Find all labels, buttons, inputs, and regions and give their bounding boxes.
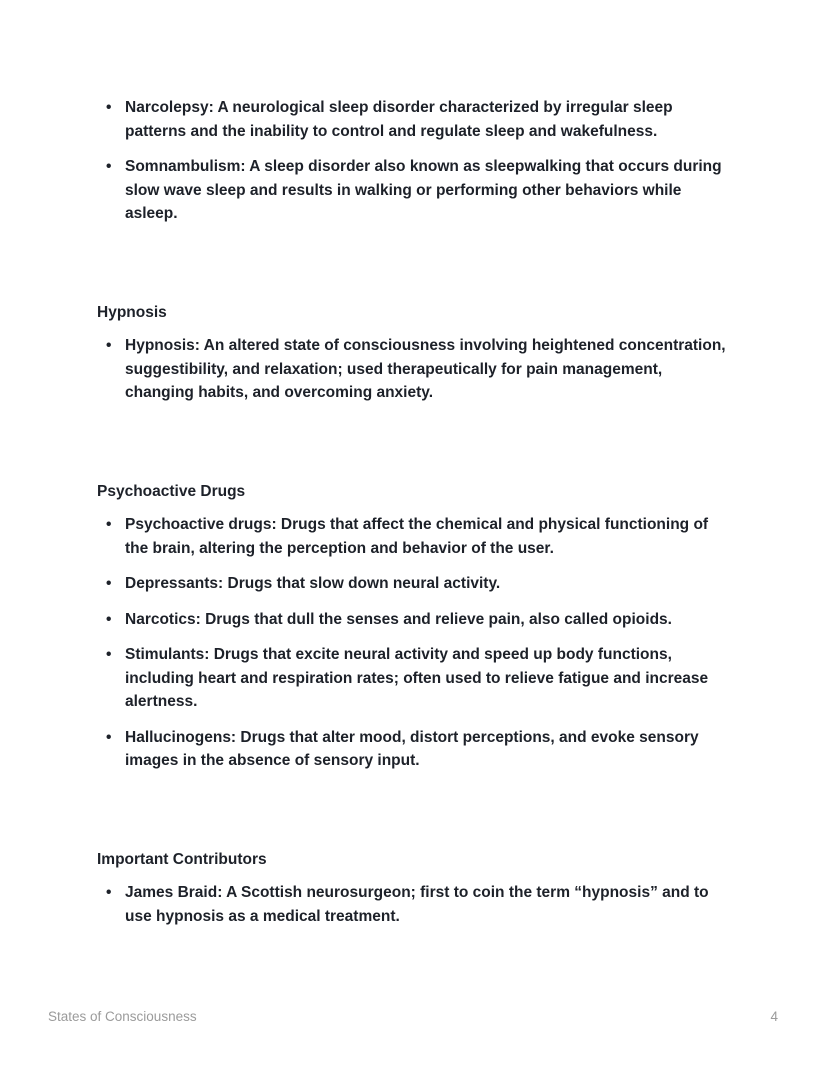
list-item-text: Somnambulism: A sleep disorder also known as sleepwalking that occurs during slow wave sleep and results in walking or performing other behaviors while asleep. — [125, 158, 722, 222]
bullet-icon: • — [106, 337, 112, 354]
list-item-text: Hypnosis: An altered state of consciousness involving heightened concentration, suggestibility, and relaxation; used therapeutically for pain management, changing habits, and overcoming anxiety. — [125, 337, 726, 401]
bullet-icon: • — [106, 610, 112, 628]
bullet-list — [97, 881, 731, 928]
list-item — [97, 155, 731, 226]
bullet-list — [97, 513, 731, 773]
section-heading: Important Contributors — [97, 850, 267, 868]
page-number: 4 — [770, 1009, 778, 1024]
section-sleep-disorders — [97, 96, 731, 226]
list-item-text: Psychoactive drugs: Drugs that affect the chemical and physical functioning of the brain, altering the perception and behavior of the user. — [125, 516, 709, 557]
bullet-list — [97, 334, 731, 405]
section-heading: Psychoactive Drugs — [97, 482, 246, 500]
bullet-icon: • — [106, 646, 112, 663]
list-item-text: Narcotics: Drugs that dull the senses and relieve pain, also called opioids. — [125, 610, 672, 628]
list-item-text: Narcolepsy: A neurological sleep disorder characterized by irregular sleep patterns and the inability to control and regulate sleep and wakefulness. — [125, 99, 673, 140]
list-item — [97, 608, 731, 632]
bullet-icon: • — [106, 728, 112, 746]
list-item — [97, 643, 731, 714]
list-item — [97, 881, 731, 928]
list-item — [97, 334, 731, 405]
list-item-text: Stimulants: Drugs that excite neural activity and speed up body functions, including heart and respiration rates; often used to relieve fatigue and increase alertness. — [125, 646, 709, 710]
list-item-text: Depressants: Drugs that slow down neural activity. — [125, 575, 501, 592]
list-item — [97, 513, 731, 560]
page-footer — [48, 1007, 778, 1026]
section-important-contributors — [97, 848, 731, 929]
bullet-icon: • — [106, 158, 112, 175]
footer-document-title: States of Consciousness — [48, 1009, 197, 1024]
bullet-icon: • — [106, 516, 112, 533]
bullet-list — [97, 96, 731, 226]
section-heading: Hypnosis — [97, 303, 167, 321]
list-item-text: James Braid: A Scottish neurosurgeon; first to coin the term “hypnosis” and to use hypnosis as a medical treatment. — [125, 884, 709, 925]
bullet-icon: • — [106, 575, 112, 592]
bullet-icon: • — [106, 884, 112, 901]
bullet-icon: • — [106, 99, 112, 116]
list-item — [97, 726, 731, 773]
list-item-text: Hallucinogens: Drugs that alter mood, distort perceptions, and evoke sensory images in the absence of sensory input. — [125, 728, 699, 769]
section-hypnosis — [97, 301, 731, 405]
document-content — [97, 0, 731, 928]
section-psychoactive-drugs — [97, 480, 731, 773]
list-item — [97, 572, 731, 596]
list-item — [97, 96, 731, 143]
